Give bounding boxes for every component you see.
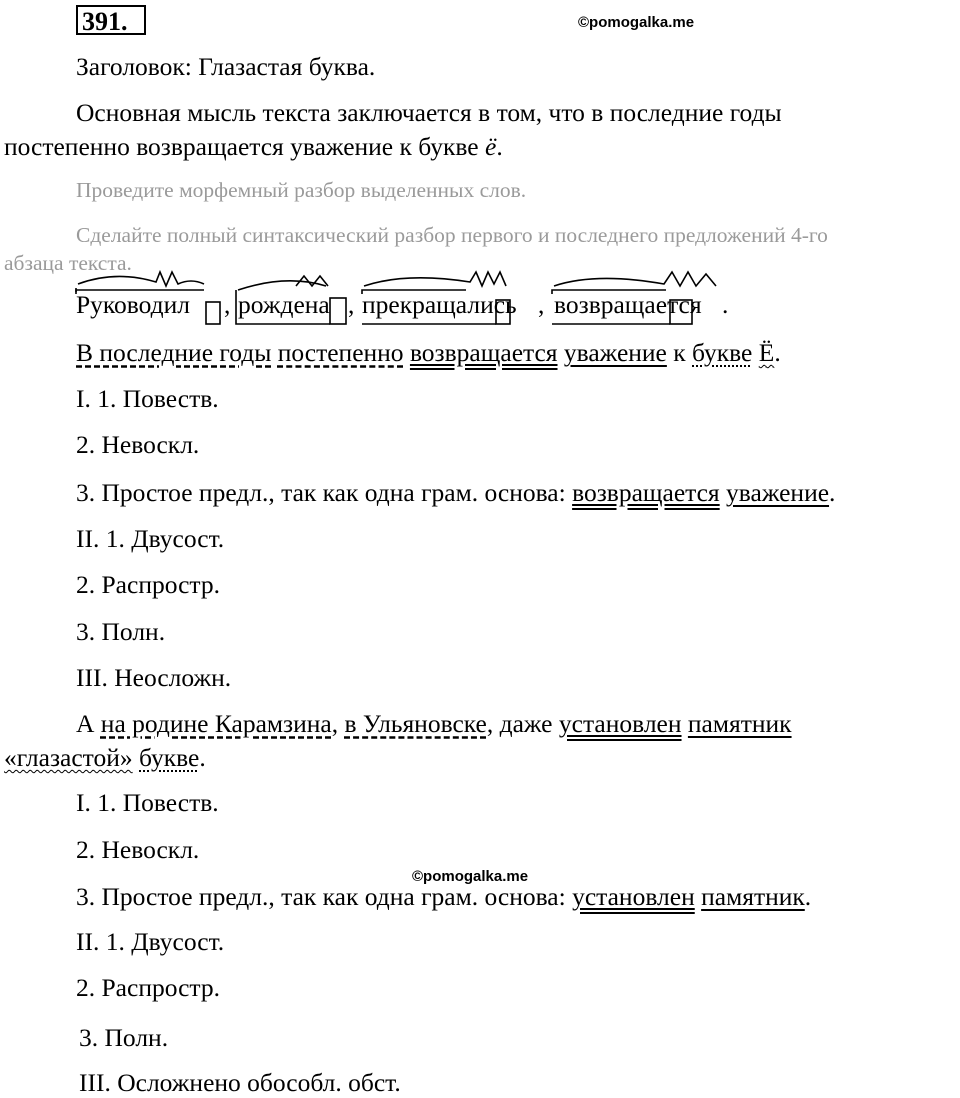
subject: уважение — [726, 478, 830, 507]
analysis-1-line-3 — [76, 478, 835, 508]
morpheme-line — [76, 290, 756, 326]
task-morpheme: Проведите морфемный разбор выделенных слов. — [76, 178, 527, 202]
separator: , — [224, 290, 231, 319]
analysis-2-line-2: 2. Невоскл. — [76, 835, 200, 864]
analysis-2-line-7: III. Осложнено обособл. обст. — [79, 1068, 401, 1097]
letter-yo: ё — [485, 132, 497, 161]
main-idea-text: постепенно возвращается уважение к букве — [4, 132, 485, 161]
analysis-1-line-6: 3. Полн. — [76, 617, 166, 646]
analysis-text: 3. Простое предл., так как одна грам. основа: — [76, 478, 573, 507]
predicate: установлен — [572, 882, 695, 911]
ending-box-1 — [206, 302, 220, 324]
adverbial-detached: в Ульяновске — [344, 709, 487, 738]
exercise-number: 391. — [76, 5, 146, 35]
analysis-1-line-7: III. Неосложн. — [76, 663, 232, 692]
period: . — [496, 132, 503, 161]
watermark-top: ©pomogalka.me — [578, 14, 695, 31]
ending-box-2 — [330, 298, 346, 324]
morpheme-word-3: прекращались — [362, 290, 517, 319]
analysis-2-line-3 — [76, 882, 811, 912]
sentence-2-line-2 — [4, 743, 206, 773]
object: букве — [139, 743, 200, 772]
period: . — [722, 290, 729, 319]
analysis-1-line-4: II. 1. Двусост. — [76, 524, 225, 553]
predicate: возвращается — [409, 338, 558, 367]
watermark-middle: ©pomogalka.me — [412, 868, 529, 885]
analysis-2-line-1: I. 1. Повеств. — [76, 788, 219, 817]
analysis-1-line-1: I. 1. Повеств. — [76, 384, 219, 413]
morpheme-word-2: рождена — [238, 290, 330, 319]
subject: памятник — [687, 709, 792, 738]
analysis-2-line-6: 3. Полн. — [79, 1023, 169, 1052]
task-syntax-line-1: Сделайте полный синтаксический разбор первого и последнего предложений 4-го — [76, 223, 828, 247]
title-line: Заголовок: Глазастая буква. — [76, 52, 376, 81]
main-idea-line-1: Основная мысль текста заключается в том, что в последние годы — [76, 98, 782, 127]
adverbial-phrase: на родине Карамзина — [100, 709, 332, 738]
separator: , — [348, 290, 355, 319]
morpheme-word-1: Руководил — [76, 290, 191, 319]
analysis-2-line-5: 2. Распростр. — [76, 973, 220, 1002]
period: . — [829, 478, 836, 507]
subject: памятник — [701, 882, 805, 911]
analysis-1-line-2: 2. Невоскл. — [76, 430, 200, 459]
conjunction: А — [76, 709, 101, 738]
period: . — [199, 743, 206, 772]
suffix-mark-4 — [554, 272, 716, 286]
sentence-1 — [76, 338, 781, 368]
subject: уважение — [563, 338, 667, 367]
predicate: установлен — [558, 709, 682, 738]
period: . — [804, 882, 812, 911]
adverbial-word: постепенно — [277, 338, 404, 367]
main-idea-line-2 — [4, 132, 503, 162]
separator: , — [331, 709, 345, 738]
predicate: возвращается — [572, 478, 720, 507]
particle: , даже — [486, 709, 559, 738]
separator: , — [538, 290, 545, 319]
sentence-2-line-1 — [76, 709, 792, 739]
adverbial-phrase: В последние годы — [76, 338, 272, 367]
attribute: Ё — [758, 338, 775, 367]
period: . — [774, 338, 781, 367]
object: букве — [692, 338, 753, 367]
morpheme-word-4: возвращается — [554, 290, 702, 319]
suffix-mark-3 — [364, 272, 506, 286]
analysis-1-line-5: 2. Распростр. — [76, 570, 220, 599]
task-syntax-line-2: абзаца текста. — [4, 251, 132, 275]
analysis-text: 3. Простое предл., так как одна грам. основа: — [76, 882, 573, 911]
attribute: «глазастой» — [4, 743, 133, 772]
analysis-2-line-4: II. 1. Двусост. — [76, 927, 225, 956]
preposition: к — [673, 338, 686, 367]
